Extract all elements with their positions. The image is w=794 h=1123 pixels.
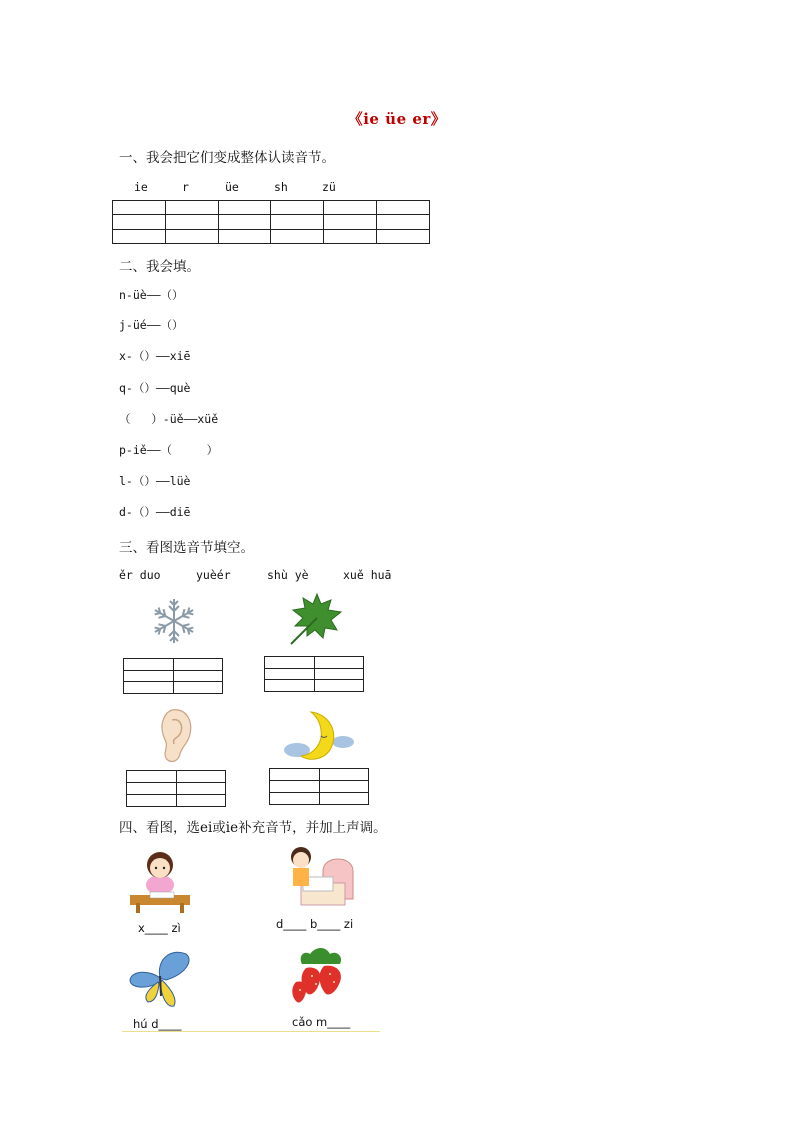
fill-line: p-iě——（ ） — [119, 443, 219, 457]
pinyin-label: hú d____ — [133, 1017, 182, 1031]
section3-heading: 三、看图选音节填空。 — [119, 540, 254, 556]
fill-line: x-（）——xiē — [119, 349, 191, 363]
answer-grid — [269, 768, 369, 805]
page-title: 《ie üe er》 — [347, 110, 447, 128]
section1-heading: 一、我会把它们变成整体认读音节。 — [119, 150, 335, 166]
syllable-item: sh — [274, 180, 288, 194]
girl-making-bed-picture — [283, 843, 355, 913]
leaf-picture — [287, 590, 345, 646]
option-item: ěr duo — [119, 568, 161, 582]
fill-line: d-（）——diē — [119, 505, 191, 519]
divider — [122, 1031, 380, 1032]
fill-line: n-üè——（） — [119, 288, 184, 302]
syllable-item: r — [182, 180, 189, 194]
fill-line: q-（）——què — [119, 381, 191, 395]
fill-line: l-（）——lüè — [119, 474, 191, 488]
option-item: shù yè — [267, 568, 309, 582]
section4-heading: 四、看图，选ei或ie补充音节，并加上声调。 — [119, 820, 387, 836]
syllable-item: ie — [134, 180, 148, 194]
syllable-item: zü — [322, 180, 336, 194]
strawberry-picture — [290, 946, 352, 1008]
section2-heading: 二、我会填。 — [119, 259, 200, 275]
pinyin-label: x____ zì — [138, 921, 181, 935]
snowflake-picture — [150, 595, 198, 647]
answer-grid — [126, 770, 226, 807]
pinyin-label: d____ b____ zi — [276, 917, 354, 931]
girl-writing-picture — [128, 845, 192, 913]
pinyin-label: cǎo m____ — [292, 1015, 351, 1029]
fill-line: j-üé——（） — [119, 318, 184, 332]
option-item: xuě huā — [343, 568, 392, 582]
answer-grid — [112, 200, 430, 244]
moon-picture — [281, 708, 356, 766]
syllable-item: üe — [225, 180, 239, 194]
answer-grid — [264, 656, 364, 692]
ear-picture — [160, 708, 194, 764]
butterfly-picture — [126, 948, 194, 1010]
fill-line: （ ）-üě——xüě — [119, 412, 219, 426]
answer-grid — [123, 658, 223, 694]
option-item: yuèér — [196, 568, 231, 582]
